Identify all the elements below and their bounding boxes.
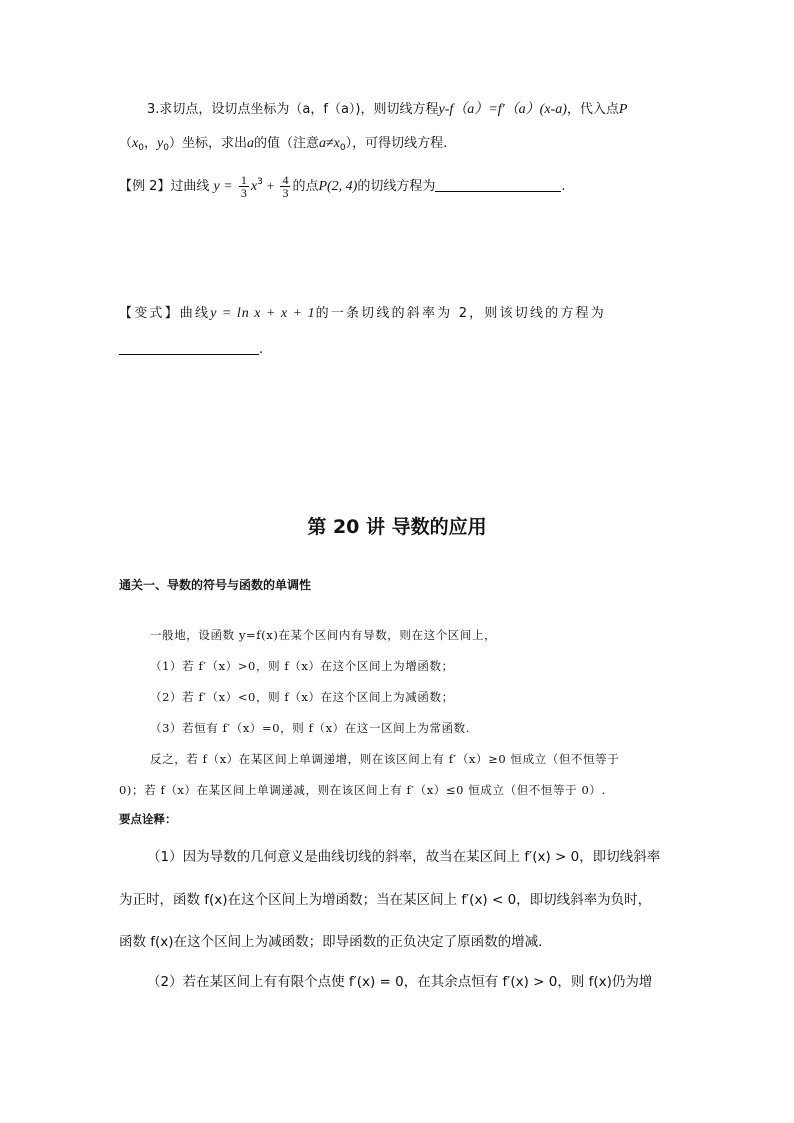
key-point-2-line-1: （2）若在某区间上有有限个点使 f′(x) = 0，在其余点恒有 f′(x) > 0，则 f(x)仍为增 (147, 974, 653, 990)
intro-text-a: 3.求切点，设切点坐标为（a，f（a）)，则切线方程 (147, 102, 439, 117)
x0-subscript: 0 (138, 143, 144, 153)
condition: a≠x (318, 136, 340, 151)
x0-symbol: x (132, 136, 139, 151)
key-points-label: 要点诠释： (119, 812, 177, 826)
answer-blank-variant (119, 340, 259, 355)
variant-label: 【变式】曲线 (119, 306, 211, 321)
example-lhs: y = (213, 179, 233, 194)
point-p-label: P (618, 102, 628, 117)
example-point: P(2, 4) (318, 179, 358, 194)
intro-text-b2: 的值（注意 (253, 136, 319, 151)
fraction-one-third: $\frac{1}{3}$ (240, 173, 247, 200)
intro-text: ）坐标，求出 (168, 136, 247, 151)
variant-answer-line (119, 340, 263, 360)
variant-formula: y = ln x + x + 1 (210, 306, 316, 321)
intro-text-b: ，代入点 (566, 102, 619, 117)
section-heading: 通关一、导数的符号与函数的单调性 (119, 578, 312, 592)
tangent-line-formula: y-f（a）=f′（a）(x-a) (438, 102, 567, 117)
intro-text-c: ），可得切线方程. (345, 136, 448, 151)
section-intro: 一般地，设函数 y=f(x)在某个区间内有导数，则在这个区间上， (150, 628, 497, 642)
example-2-label: 【例 2】过曲线 (119, 179, 210, 194)
example-2 (119, 168, 566, 201)
paren-open: （ (119, 136, 133, 151)
variant-text-b: 的一条切线的斜率为 2，则该切线的方程为 (315, 306, 606, 321)
converse-line-2: 0)；若 f（x）在某区间上单调递减，则在该区间上有 f′（x）≤0 恒成立（但不恒等于 0）. (119, 783, 606, 797)
key-point-1-line-3: 函数 f(x)在这个区间上为减函数；即导函数的正负决定了原函数的增减. (119, 934, 543, 950)
rule-item-1: （1）若 f′（x）>0，则 f（x）在这个区间上为增函数； (150, 659, 454, 673)
x-cubed: x (250, 179, 258, 194)
fraction-four-thirds: $\frac{4}{3}$ (282, 173, 289, 200)
example-text-b: 的点 (292, 179, 319, 194)
rule-item-3: （3）若恒有 f′（x）=0，则 f（x）在这一区间上为常函数. (150, 721, 471, 735)
variant (119, 304, 606, 324)
y0-symbol: y (156, 136, 164, 151)
y0-subscript: 0 (163, 143, 169, 153)
key-point-1-line-1: （1）因为导数的几何意义是曲线切线的斜率，故当在某区间上 f′(x) > 0，即切线斜率 (147, 849, 661, 865)
lecture-title: 第 20 讲 导数的应用 (307, 516, 487, 538)
answer-blank-example-2 (435, 177, 561, 192)
intro-line-2 (119, 134, 447, 158)
variant-end: . (259, 342, 264, 357)
comma: ， (143, 136, 157, 151)
rule-item-2: （2）若 f′（x）<0，则 f（x）在这个区间上为减函数； (150, 690, 454, 704)
cond-subscript: 0 (339, 143, 346, 153)
a-symbol: a (246, 136, 254, 151)
converse-line-1: 反之，若 f（x）在某区间上单调递增，则在该区间上有 f′（x）≥0 恒成立（但不恒等于 (150, 752, 620, 766)
exponent-3: 3 (257, 177, 263, 187)
intro-line-1 (147, 100, 627, 120)
key-point-1-line-2: 为正时，函数 f(x)在这个区间上为增函数；当在某区间上 f′(x) < 0，即切线斜率为负时， (119, 892, 652, 908)
plus-sign: + (266, 178, 275, 193)
example-end: . (561, 179, 566, 194)
example-text-c: 的切线方程为 (357, 179, 436, 194)
